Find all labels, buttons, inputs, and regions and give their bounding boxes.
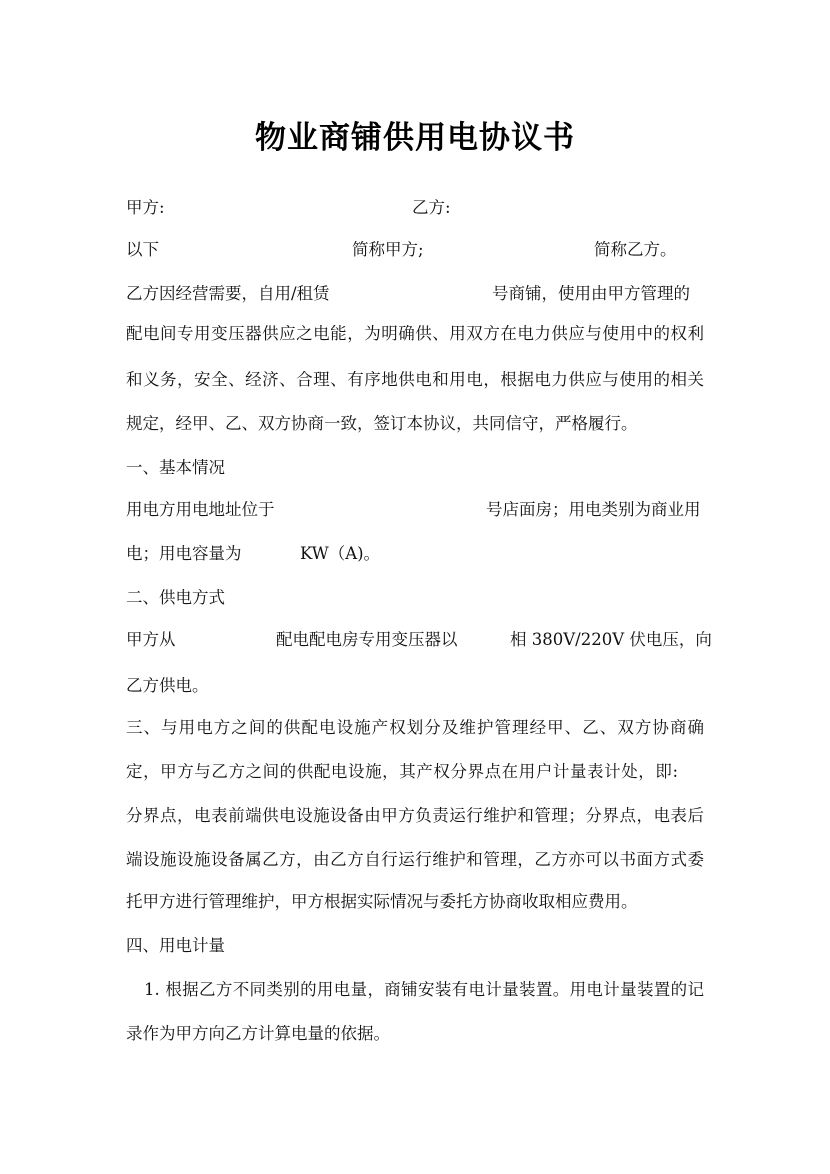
- section1-heading: 一、基本情况: [126, 458, 225, 477]
- document-title: 物业商铺供用电协议书: [255, 120, 575, 156]
- intro-mid: 简称甲方;: [352, 240, 424, 259]
- section2-line1-c: 相 380V/220V 伏电压，向: [510, 630, 712, 649]
- section3-line1: 三、与用电方之间的供配电设施产权划分及维护管理经甲、乙、双方协商确: [126, 718, 704, 737]
- section2-line1-b: 配电配电房专用变压器以: [276, 630, 458, 649]
- para1-line4: 规定，经甲、乙、双方协商一致，签订本协议，共同信守，严格履行。: [126, 414, 638, 433]
- para1-line1-right: 号商铺，使用由甲方管理的: [492, 284, 690, 303]
- section3-line2: 定，甲方与乙方之间的供配电设施，其产权分界点在用户计量表计处，即:: [126, 762, 678, 781]
- section3-line4: 端设施设施设备属乙方，由乙方自行运行维护和管理，乙方亦可以书面方式委: [126, 850, 704, 869]
- section4-item1-line1: 1. 根据乙方不同类别的用电量，商铺安装有电计量装置。用电计量装置的记: [144, 980, 704, 999]
- para1-line3: 和义务，安全、经济、合理、有序地供电和用电，根据电力供应与使用的相关: [126, 370, 704, 389]
- para1-line2: 配电间专用变压器供应之电能，为明确供、用双方在电力供应与使用中的权利: [126, 324, 704, 343]
- section1-line2-left: 电；用电容量为: [126, 544, 242, 563]
- section1-line2-right: KW（A)。: [300, 544, 381, 563]
- section3-line5: 托甲方进行管理维护，甲方根据实际情况与委托方协商收取相应费用。: [126, 892, 638, 911]
- section2-line1-a: 甲方从: [126, 630, 176, 649]
- section2-heading: 二、供电方式: [126, 588, 225, 607]
- section1-line1-left: 用电方用电地址位于: [126, 500, 275, 519]
- section3-line3: 分界点，电表前端供电设施设备由甲方负责运行维护和管理；分界点，电表后: [126, 806, 704, 825]
- section4-item1-line2: 录作为甲方向乙方计算电量的依据。: [126, 1024, 390, 1043]
- section2-line2: 乙方供电。: [126, 676, 209, 695]
- para1-line1-left: 乙方因经营需要，自用/租赁: [126, 284, 330, 303]
- intro-right: 简称乙方。: [594, 240, 677, 259]
- party-a-label: 甲方:: [126, 198, 165, 217]
- section1-line1-right: 号店面房；用电类别为商业用: [486, 500, 701, 519]
- section4-heading: 四、用电计量: [126, 936, 225, 955]
- intro-left: 以下: [126, 240, 159, 259]
- party-b-label: 乙方:: [412, 198, 451, 217]
